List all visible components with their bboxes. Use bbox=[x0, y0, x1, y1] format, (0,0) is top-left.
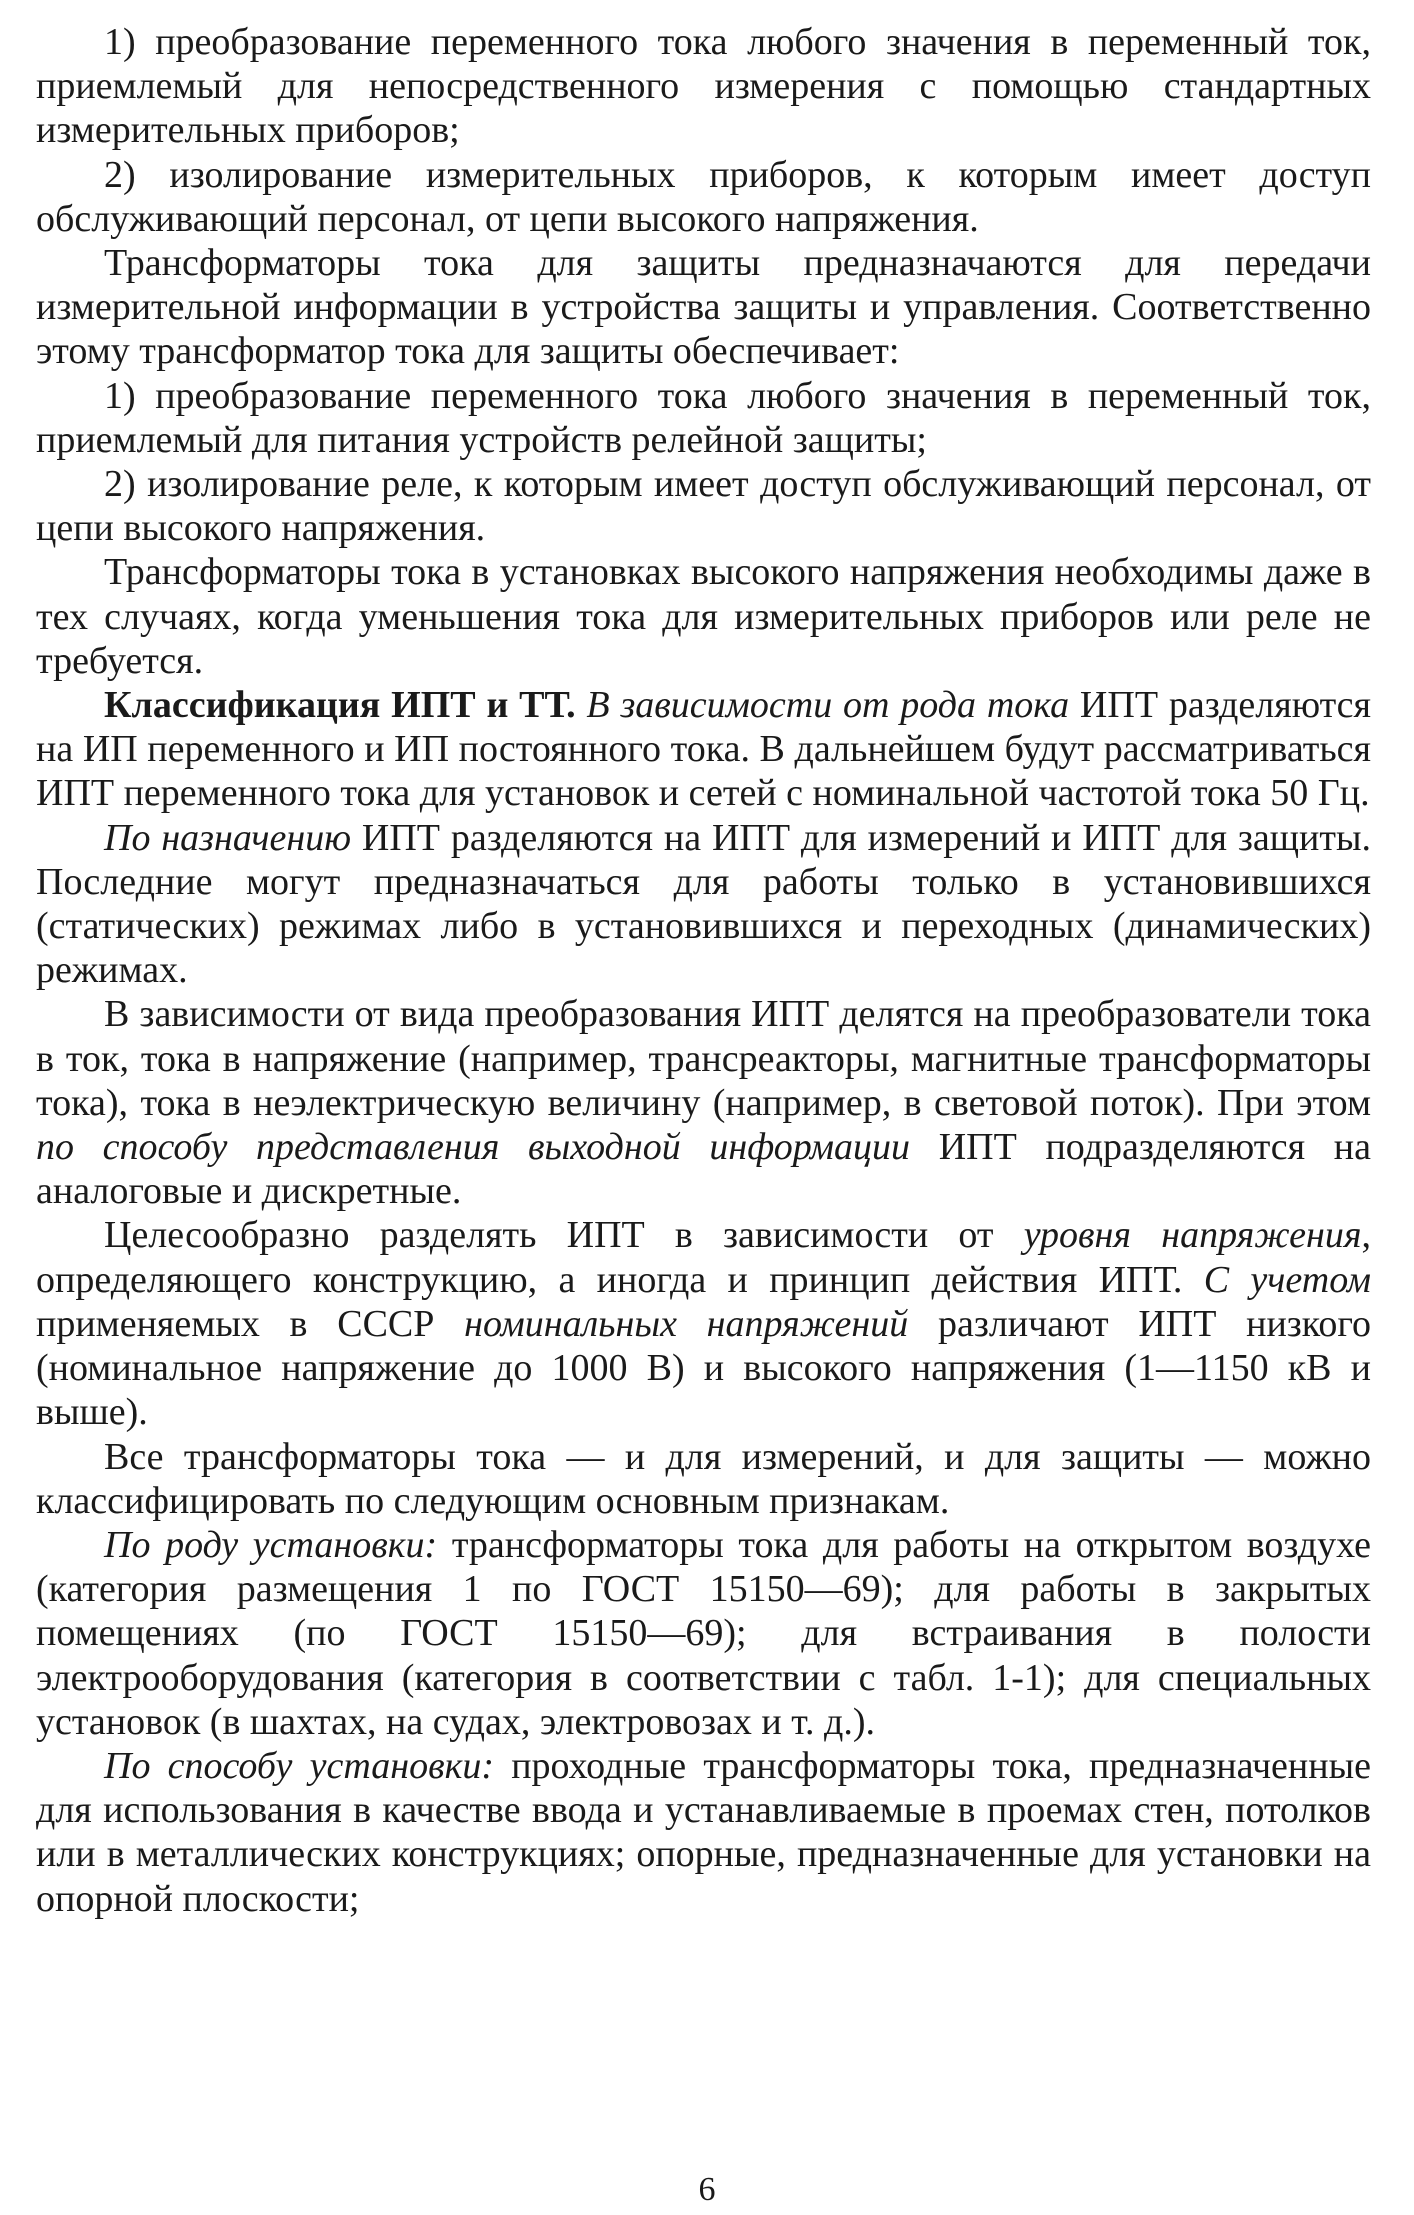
paragraph bbox=[36, 241, 1371, 374]
text-run: проходные трансформаторы тока, предназначенные для использования в качестве ввода и устанавливаемые в проемах стен, потолков или в металлических конструкциях; опорные, предназначенные для установки на опорной плоскости; bbox=[36, 1744, 1371, 1920]
text-run: 1) преобразование переменного тока любого значения в переменный ток, приемлемый для питания устройств релейной защиты; bbox=[36, 374, 1371, 461]
text-run: Все трансформаторы тока — и для измерений, и для защиты — можно классифицировать по следующим основным признакам. bbox=[36, 1435, 1371, 1522]
paragraph bbox=[36, 374, 1371, 462]
text-run: применяемых в СССР bbox=[36, 1302, 465, 1345]
text-run: ИПТ подразделяются на аналоговые и дискретные. bbox=[36, 1126, 1371, 1213]
text-run: трансформаторы тока для работы на открытом воздухе (категория размещения 1 по ГОСТ 15150—69); для работы в закрытых помещениях (по ГОСТ 15150—69); для встраивания в полости электрооборудования (категория в соответствии с табл. 1-1); для специальных установок (в шахтах, на судах, электровозах и т. д.). bbox=[36, 1523, 1371, 1743]
paragraph bbox=[36, 1744, 1371, 1921]
italic-text-run: номинальных напряжений bbox=[464, 1302, 909, 1345]
italic-text-run: По роду установки: bbox=[104, 1523, 438, 1566]
text-run: 2) изолирование реле, к которым имеет доступ обслуживающий персонал, от цепи высокого напряжения. bbox=[36, 463, 1371, 550]
italic-text-run: По назначению bbox=[104, 816, 351, 859]
text-run: Трансформаторы тока для защиты предназначаются для передачи измерительной информации в устройства защиты и управления. Соответственно этому трансформатор тока для защиты обеспечивает: bbox=[36, 242, 1371, 373]
text-run: Целесообразно разделять ИПТ в зависимости от bbox=[104, 1214, 1024, 1257]
paragraph bbox=[36, 1213, 1371, 1434]
paragraph bbox=[36, 462, 1371, 550]
paragraph bbox=[36, 683, 1371, 816]
paragraph bbox=[36, 1523, 1371, 1744]
text-run: В зависимости от вида преобразования ИПТ делятся на преобразователи тока в ток, тока в напряжение (например, трансреакторы, магнитные трансформаторы тока), тока в неэлектрическую величину (например, в световой поток). При этом bbox=[36, 993, 1371, 1124]
italic-text-run: уровня напряжения bbox=[1023, 1214, 1362, 1257]
paragraph bbox=[36, 20, 1371, 153]
italic-text-run: В зависимости от рода тока bbox=[586, 684, 1070, 727]
paragraph bbox=[36, 1435, 1371, 1523]
body-text bbox=[36, 20, 1371, 1921]
italic-text-run: По способу установки: bbox=[104, 1744, 495, 1787]
text-run: 1) преобразование переменного тока любого значения в переменный ток, приемлемый для непосредственного измерения с помощью стандартных измерительных приборов; bbox=[36, 21, 1371, 152]
page-number: 6 bbox=[698, 2171, 716, 2208]
text-run: , определяющего конструкцию, а иногда и принцип действия ИПТ. bbox=[36, 1214, 1371, 1301]
text-run bbox=[576, 684, 587, 726]
text-run: ИПТ разделяются на ИПТ для измерений и ИПТ для защиты. Последние могут предназначаться для работы только в установившихся (статических) режимах либо в установившихся и переходных (динамических) режимах. bbox=[36, 816, 1371, 992]
paragraph bbox=[36, 550, 1371, 683]
italic-text-run: по способу представления выходной информации bbox=[36, 1126, 911, 1169]
text-run: 2) изолирование измерительных приборов, к которым имеет доступ обслуживающий персонал, от цепи высокого напряжения. bbox=[36, 153, 1371, 240]
paragraph bbox=[36, 153, 1371, 241]
text-run: различают ИПТ низкого (номинальное напряжение до 1000 В) и высокого напряжения (1—1150 кВ и выше). bbox=[36, 1302, 1371, 1434]
text-run: ИПТ разделяются на ИП переменного и ИП постоянного тока. В дальнейшем будут рассматриваться ИПТ переменного тока для установок и сетей с номинальной частотой тока 50 Гц. bbox=[36, 684, 1371, 815]
text-run: Трансформаторы тока в установках высокого напряжения необходимы даже в тех случаях, когда уменьшения тока для измерительных приборов или реле не требуется. bbox=[36, 551, 1371, 682]
italic-text-run: С учетом bbox=[1203, 1258, 1372, 1301]
paragraph bbox=[36, 992, 1371, 1213]
bold-heading-run: Классификация ИПТ и ТТ. bbox=[104, 684, 576, 727]
paragraph bbox=[36, 816, 1371, 993]
